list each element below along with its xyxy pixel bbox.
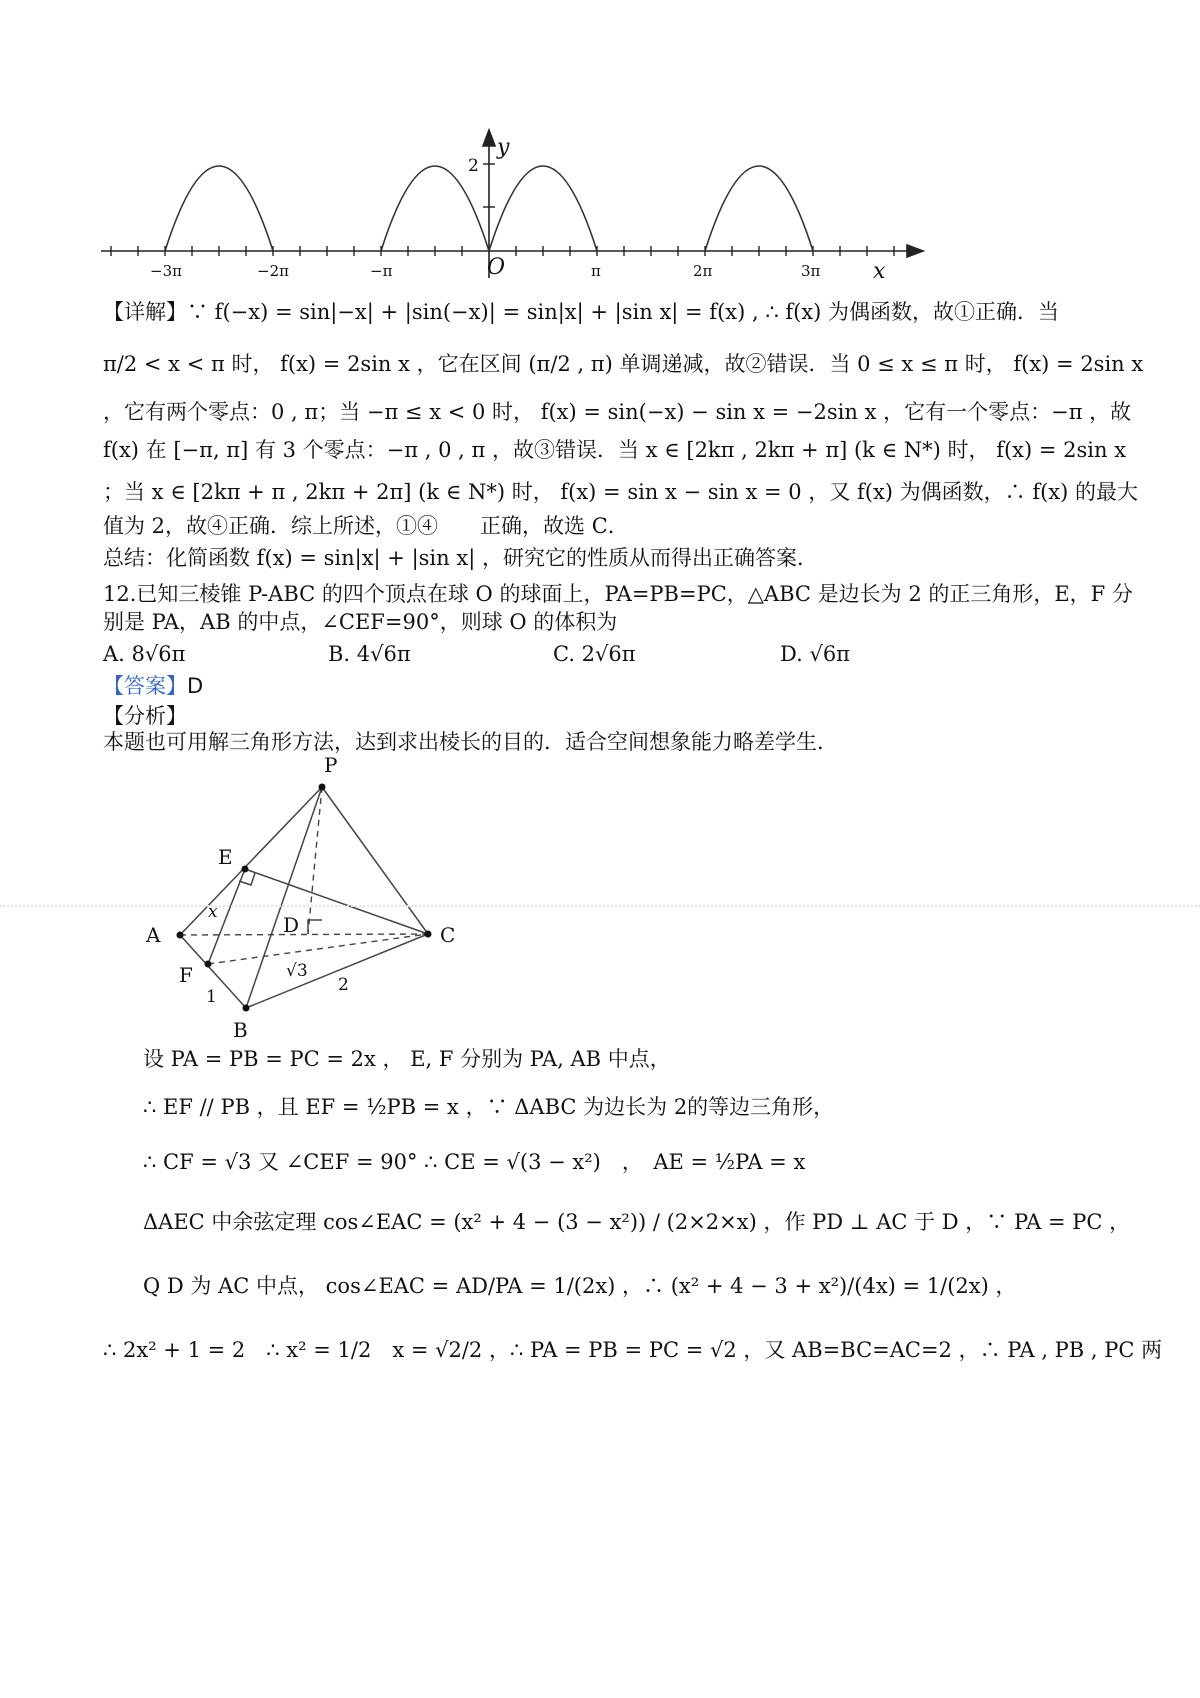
detail-line-4: f(x) 在 [−π, π] 有 3 个零点：−π , 0 , π ，故③错误．当 x ∈ [2kπ , 2kπ + π] (k ∈ N*) 时， f(x) = 2sin x (103, 438, 1127, 462)
point-e (242, 866, 249, 873)
solution-line-5: Q D 为 AC 中点， cos∠EAC = AD/PA = 1/(2x) ，∴ (x² + 4 − 3 + x²)/(4x) = 1/(2x) ， (143, 1274, 1017, 1298)
option-d: D. √6π (780, 642, 850, 666)
y-axis-label: y (497, 135, 510, 160)
question-12-stem-2: 别是 PA，AB 的中点，∠CEF=90°，则球 O 的体积为 (103, 610, 618, 634)
label-f: F (179, 963, 193, 987)
solution-line-6: ∴ 2x² + 1 = 2 ∴ x² = 1/2 x = √2/2 ，∴ PA = PB = PC = √2 ，又 AB=BC=AC=2 ，∴ PA , PB , PC 两 (103, 1338, 1163, 1362)
origin-label: O (487, 255, 506, 280)
label-c: C (440, 923, 456, 947)
edge-pa (180, 787, 322, 935)
answer-line (103, 672, 203, 700)
solution-line-3: ∴ CF = √3 又 ∠CEF = 90° ∴ CE = √(3 − x²) ， AE = ½PA = x (143, 1150, 806, 1174)
detail-line-6: 值为 2，故④正确．综上所述，①④ 正确，故选 C． (103, 514, 629, 538)
detail-line-5: ；当 x ∈ [2kπ + π , 2kπ + 2π] (k ∈ N*) 时， f(x) = sin x − sin x = 0 ，又 f(x) 为偶函数，∴ f(x) 的最大 (103, 480, 1139, 504)
point-b (243, 1005, 250, 1012)
solution-line-1: 设 PA = PB = PC = 2x ， E, F 分别为 PA, AB 中点， (143, 1047, 671, 1071)
label-b: B (233, 1018, 248, 1042)
option-c: C. 2√6π (553, 642, 636, 666)
segment-fc-hidden (208, 934, 428, 964)
detail-line-3: ，它有两个零点：0 , π；当 −π ≤ x < 0 时， f(x) = sin(−x) − sin x = −2sin x ，它有一个零点：−π ，故 (103, 400, 1132, 424)
edge-pb (246, 787, 322, 1008)
label-e: E (218, 845, 233, 869)
x-tick-label: π (591, 262, 601, 280)
point-f (205, 961, 212, 968)
solution-line-2: ∴ EF // PB ，且 EF = ½PB = x ，∵ ΔABC 为边长为 2的等边三角形， (143, 1095, 835, 1119)
summary-line: 总结：化简函数 f(x) = sin|x| + |sin x| ，研究它的性质从而得出正确答案． (103, 546, 818, 570)
x-tick-label: −π (370, 262, 393, 280)
detail-line-2: π/2 < x < π 时， f(x) = 2sin x ，它在区间 (π/2 , π) 单调递减，故②错误．当 0 ≤ x ≤ π 时， f(x) = 2sin x (103, 352, 1144, 376)
label-2: 2 (338, 975, 349, 995)
x-tick-label: 3π (801, 262, 821, 280)
solution-line-4: ΔAEC 中余弦定理 cos∠EAC = (x² + 4 − (3 − x²)) / (2×2×x) ，作 PD ⊥ AC 于 D ，∵ PA = PC ， (143, 1210, 1131, 1234)
edge-ac-hidden (180, 934, 428, 935)
edge-bc (246, 934, 428, 1008)
label-x: x (208, 902, 218, 922)
point-c (425, 931, 432, 938)
x-tick-label: −3π (150, 262, 182, 280)
question-12-stem-1: 12.已知三棱锥 P-ABC 的四个顶点在球 O 的球面上，PA=PB=PC，△ABC 是边长为 2 的正三角形，E，F 分 (103, 582, 1133, 606)
label-a: A (146, 923, 161, 947)
analysis-text: 本题也可用解三角形方法，达到求出棱长的目的．适合空间想象能力略差学生． (103, 730, 838, 754)
label-p: P (324, 753, 338, 777)
y-tick-label-2: 2 (468, 156, 479, 176)
label-sqrt3: √3 (286, 961, 308, 981)
y-axis-arrow (483, 130, 495, 146)
segment-ec (245, 869, 428, 934)
label-d: D (283, 913, 300, 937)
label-1: 1 (206, 987, 217, 1007)
right-angle-mark-d (308, 920, 322, 934)
x-axis-arrow (907, 245, 923, 257)
tetrahedron-figure (140, 752, 480, 1042)
detail-line-1: 【详解】∵ f(−x) = sin|−x| + |sin(−x)| = sin|x| + |sin x| = f(x) , ∴ f(x) 为偶函数，故①正确．当 (103, 300, 1060, 324)
option-b: B. 4√6π (328, 642, 411, 666)
edge-pc (322, 787, 428, 934)
point-p (319, 784, 326, 791)
x-tick-label: 2π (693, 262, 713, 280)
x-tick-label: −2π (257, 262, 289, 280)
page-divider (0, 905, 1200, 907)
option-a: A. 8√6π (103, 642, 186, 666)
function-graph (95, 128, 925, 288)
analysis-tag: 【分析】 (103, 704, 187, 728)
x-axis-label: x (873, 259, 886, 284)
point-a (177, 932, 184, 939)
answer-tag: 【答案】 (103, 674, 187, 698)
answer-value: D (187, 674, 204, 698)
